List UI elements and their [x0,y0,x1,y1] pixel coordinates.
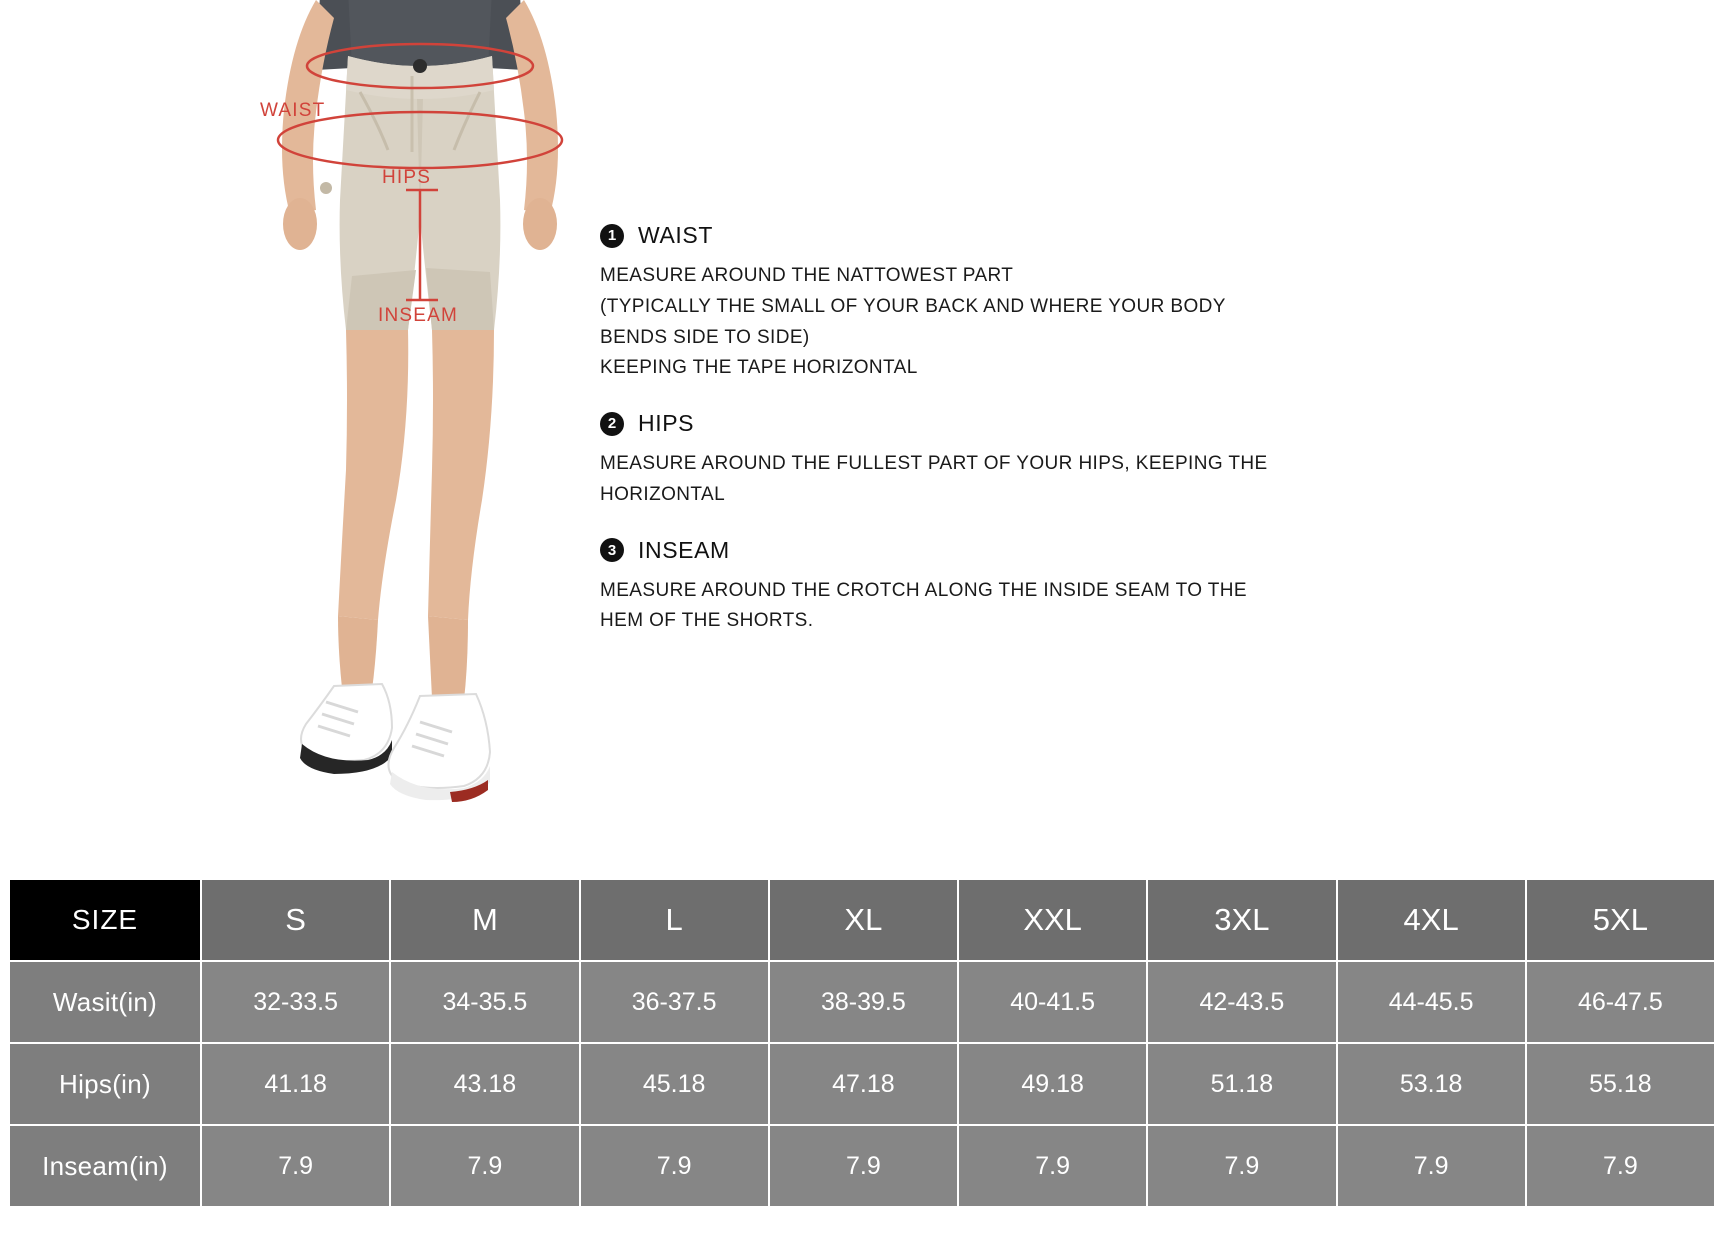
inseam-value-xl: 7.9 [769,1125,958,1207]
inseam-value-5xl: 7.9 [1526,1125,1715,1207]
model-illustration [120,0,640,880]
waist-value-s: 32-33.5 [201,961,390,1043]
waist-value-5xl: 46-47.5 [1526,961,1715,1043]
waist-guide-label: WAIST [260,100,326,121]
table-header-xl: XL [769,879,958,961]
instruction-hips-line-1: MEASURE AROUND THE FULLEST PART OF YOUR HIPS, KEEPING THE [600,453,1268,475]
waist-value-4xl: 44-45.5 [1337,961,1526,1043]
number-badge-3: 3 [600,538,624,562]
number-badge-1: 1 [600,224,624,248]
instruction-waist-line-1: MEASURE AROUND THE NATTOWEST PART [600,265,1014,286]
table-header-xxl: XXL [958,879,1147,961]
instruction-inseam-title: INSEAM [638,536,730,563]
table-header-4xl: 4XL [1337,879,1526,961]
instruction-inseam-line-1: MEASURE AROUND THE CROTCH ALONG THE INSIDE SEAM TO THE [600,579,1247,601]
hips-guide-label: HIPS [382,167,432,188]
instruction-hips-line-2: HORIZONTAL [600,483,726,505]
inseam-guide-label: INSEAM [378,305,459,326]
size-table [8,878,1716,1208]
table-row [9,1043,1715,1125]
hips-value-xl: 47.18 [769,1043,958,1125]
hips-value-5xl: 55.18 [1526,1043,1715,1125]
instruction-waist-line-4: KEEPING THE TAPE HORIZONTAL [600,357,918,379]
inseam-value-3xl: 7.9 [1147,1125,1336,1207]
number-badge-2: 2 [600,412,624,436]
hips-value-3xl: 51.18 [1147,1043,1336,1125]
waist-value-m: 34-35.5 [390,961,579,1043]
instruction-inseam-header [600,537,1440,564]
table-header-row [9,879,1715,961]
hips-value-m: 43.18 [390,1043,579,1125]
inseam-value-xxl: 7.9 [958,1125,1147,1207]
instruction-waist [600,222,1440,384]
table-row [9,1125,1715,1207]
model-figure-svg [120,0,640,880]
hips-value-4xl: 53.18 [1337,1043,1526,1125]
row-label-waist: Wasit(in) [9,961,201,1043]
instruction-waist-line-2: (TYPICALLY THE SMALL OF YOUR BACK AND WHERE YOUR BODY [600,295,1226,317]
table-header-size: SIZE [9,879,201,961]
measurement-instructions [600,222,1440,663]
waist-value-l: 36-37.5 [580,961,769,1043]
waist-value-3xl: 42-43.5 [1147,961,1336,1043]
instruction-inseam [600,537,1440,638]
inseam-value-s: 7.9 [201,1125,390,1207]
instruction-hips-title: HIPS [638,410,695,437]
inseam-value-m: 7.9 [390,1125,579,1207]
row-label-inseam: Inseam(in) [9,1125,201,1207]
instruction-waist-header [600,222,1440,249]
row-label-hips: Hips(in) [9,1043,201,1125]
waist-value-xxl: 40-41.5 [958,961,1147,1043]
waist-value-xl: 38-39.5 [769,961,958,1043]
instruction-waist-title: WAIST [638,222,713,248]
hips-value-l: 45.18 [580,1043,769,1125]
inseam-value-4xl: 7.9 [1337,1125,1526,1207]
hips-value-xxl: 49.18 [958,1043,1147,1125]
table-header-m: M [390,879,579,961]
table-row [9,961,1715,1043]
instruction-hips-header [600,410,1440,437]
inseam-value-l: 7.9 [580,1125,769,1207]
table-header-5xl: 5XL [1526,879,1715,961]
table-header-s: S [201,879,390,961]
table-header-l: L [580,879,769,961]
table-header-3xl: 3XL [1147,879,1336,961]
hips-value-s: 41.18 [201,1043,390,1125]
instruction-hips [600,410,1440,511]
instruction-waist-line-3: BENDS SIDE TO SIDE) [600,326,810,348]
instruction-inseam-line-2: HEM OF THE SHORTS. [600,610,814,632]
